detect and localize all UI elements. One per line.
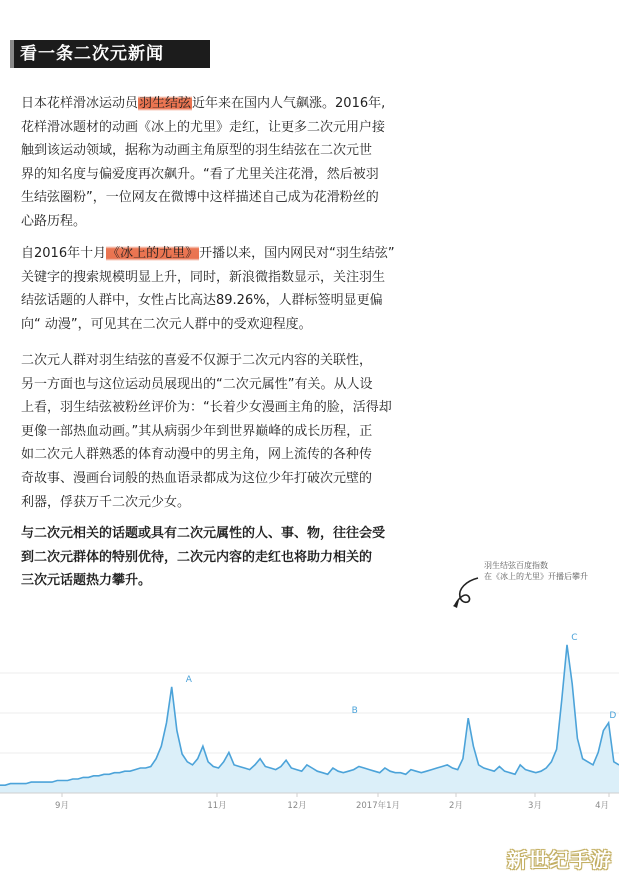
section-header-accent [10, 40, 14, 68]
chart-peak-label-c: C [571, 632, 578, 643]
hand-drawn-arrow-icon [450, 575, 484, 611]
section-header-title: 看一条二次元新闻 [20, 44, 164, 64]
chart-tick-label: 2月 [449, 801, 463, 811]
annotation-line-1: 羽生结弦百度指数 [484, 561, 548, 570]
article-paragraph-4-bold [21, 522, 413, 593]
paragraph-1-line-2: 花样滑冰题材的动画《冰上的尤里》走红，让更多二次元用户接 [21, 119, 386, 135]
paragraph-2-line-1 [21, 242, 413, 266]
chart-peak-label-a: A [185, 674, 192, 685]
chart-gridlines [0, 673, 619, 753]
paragraph-4-line-1: 与二次元相关的话题或具有二次元属性的人、事、物，往往会受 [21, 526, 386, 541]
paragraph-1-line-5: 生结弦圈粉”，一位网友在微博中这样描述自己成为花滑粉丝的 [21, 190, 379, 206]
paragraph-1-line-4: 界的知名度与偏爱度再次飙升。“看了尤里关注花滑，然后被羽 [21, 166, 379, 182]
chart-peak-label-d: D [609, 710, 617, 721]
paragraph-3-line-6: 奇故事、漫画台词般的热血语录都成为这位少年打破次元壁的 [21, 470, 373, 486]
paragraph-2-line-2: 关键字的搜索规模明显上升，同时，新浪微指数显示，关注羽生 [21, 269, 386, 285]
paragraph-1-line-1 [21, 92, 413, 116]
text-segment: 日本花样滑冰运动员 [21, 96, 139, 111]
text-segment: 自2016年十月 [21, 246, 107, 261]
paragraph-3-line-7: 利器，俘获万千二次元少女。 [21, 494, 191, 510]
paragraph-1-line-6: 心路历程。 [21, 213, 87, 229]
paragraph-3-line-3: 上看，羽生结弦被粉丝评价为：“长着少女漫画主角的脸，活得却 [21, 400, 392, 416]
chart-tick-label: 11月 [207, 801, 227, 811]
paragraph-4-line-2: 到二次元群体的特别优待，二次元内容的走红也将助力相关的 [21, 549, 373, 565]
paragraph-2-line-3: 结弦话题的人群中，女性占比高达89.26%，人群标签明显更偏 [21, 293, 383, 309]
chart-x-ticks [55, 793, 609, 811]
chart-tick-label: 3月 [528, 801, 542, 811]
text-segment: 近年来在国内人气飙涨。2016年, [192, 96, 386, 111]
article-paragraph-3 [21, 349, 413, 514]
annotation-line-2: 在《冰上的尤里》开播后攀升 [484, 572, 588, 581]
article-paragraph-2 [21, 242, 413, 336]
chart-tick-label: 4月 [595, 801, 609, 811]
paragraph-4-line-3: 三次元话题热力攀升。 [21, 573, 152, 589]
chart-area-fill [0, 645, 619, 793]
paragraph-1-line-3: 触到该运动领域，据称为动画主角原型的羽生结弦在二次元世 [21, 143, 373, 159]
chart-tick-label: 2017年1月 [355, 801, 401, 811]
paragraph-3-line-1: 二次元人群对羽生结弦的喜爱不仅源于二次元内容的关联性， [21, 353, 373, 368]
chart-peak-labels [186, 633, 617, 721]
highlight-yuzuru-hanyu: 羽生结弦 [139, 96, 192, 111]
paragraph-3-line-4: 更像一部热血动画。”其从病弱少年到世界巅峰的成长历程，正 [21, 423, 373, 439]
text-segment: 开播以来，国内网民对“羽生结弦” [199, 246, 395, 261]
paragraph-3-line-2: 另一方面也与这位运动员展现出的“二次元属性”有关。从人设 [21, 376, 373, 392]
baidu-index-chart [0, 625, 619, 815]
article-paragraph-1 [21, 92, 413, 234]
chart-series-line [0, 645, 619, 785]
watermark-logo: 新世纪手游 [507, 848, 612, 872]
chart-tick-label: 9月 [55, 801, 69, 811]
chart-annotation [484, 560, 588, 582]
chart-tick-label: 12月 [287, 801, 307, 811]
paragraph-3-line-5: 如二次元人群熟悉的体育动漫中的男主角，网上流传的各种传 [21, 447, 373, 463]
paragraph-2-line-4: 向“ 动漫”，可见其在二次元人群中的受欢迎程度。 [21, 316, 312, 332]
chart-peak-label-b: B [351, 706, 358, 717]
highlight-yuri-on-ice: 《冰上的尤里》 [107, 246, 199, 261]
